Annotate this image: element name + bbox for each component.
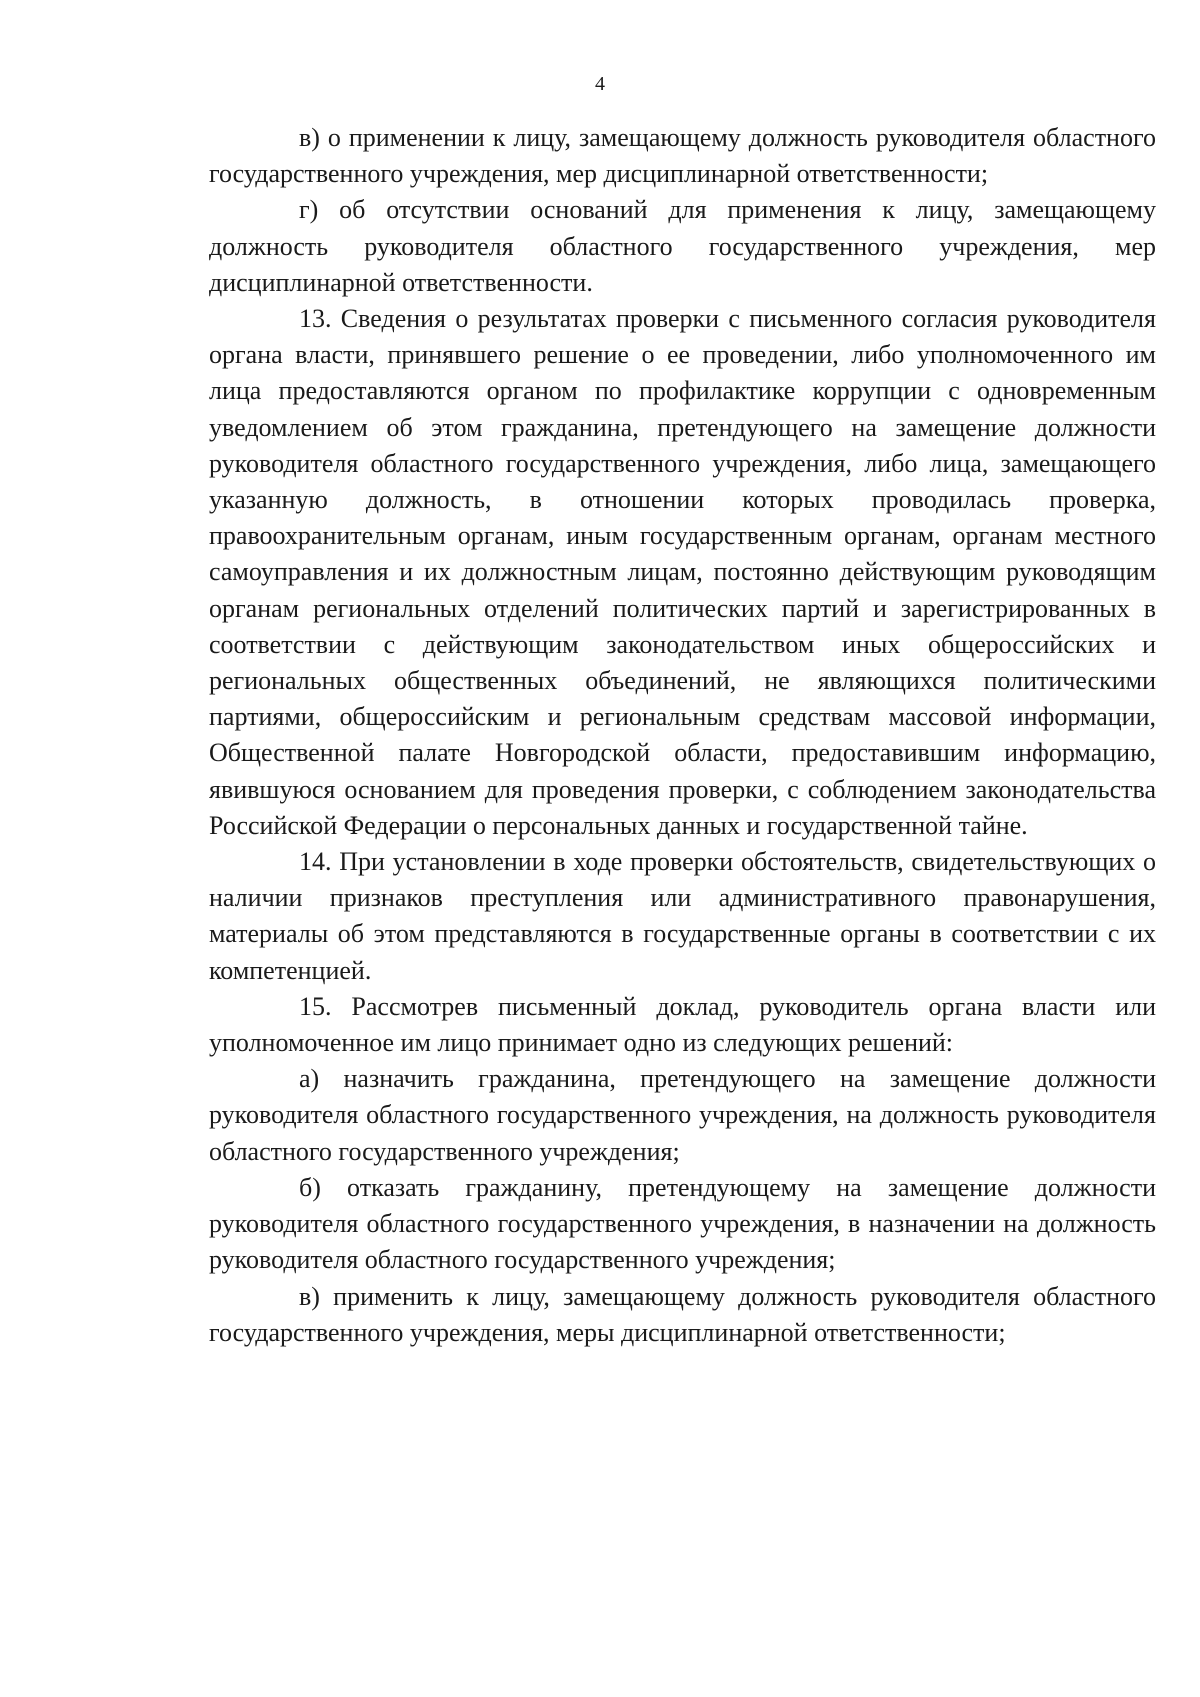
paragraph-15-decisions: 15. Рассмотрев письменный доклад, руководитель органа власти или уполномоченное им лицо принимает одно из следующих решений: xyxy=(209,991,1156,1058)
paragraph-v-disciplinary-measures: в) о применении к лицу, замещающему должность руководителя областного государственного учреждения, мер дисциплинарной ответственности; xyxy=(209,123,1156,189)
paragraph-v-apply-measures: в) применить к лицу, замещающему должность руководителя областного государственного учреждения, меры дисциплинарной ответственности; xyxy=(209,1281,1156,1347)
paragraph-13-results-disclosure: 13. Сведения о результатах проверки с письменного согласия руководителя органа власти, принявшего решение о ее проведении, либо уполномоченного им лица предоставляются органом по профилактике коррупции с одновременным уведомлением об этом гражданина, претендующего на замещение должности руководителя областного государственного учреждения, либо лица, замещающего указанную должность, в отношении которых проводилась проверка, правоохранительным органам, иным государственным органам, органам местного самоуправления и их должностным лицам, постоянно действующим руководящим органам региональных отделений политических партий и зарегистрированных в соответствии с действующим законодательством иных общероссийских и региональных общественных объединений, не являющихся политическими партиями, общероссийским и региональным средствам массовой информации, Общественной палате Новгородской области, предоставившим информацию, явившуюся основанием для проведения проверки, с соблюдением законодательства Российской Федерации о персональных данных и государственной тайне. xyxy=(209,304,1156,840)
paragraph-14-offense-materials: 14. При установлении в ходе проверки обстоятельств, свидетельствующих о наличии признаков преступления или административного правонарушения, материалы об этом представляются в государственные органы в соответствии с их компетенцией. xyxy=(209,847,1156,985)
paragraph-a-appoint: а) назначить гражданина, претендующего на замещение должности руководителя областного государственного учреждения, на должность руководителя областного государственного учреждения; xyxy=(209,1064,1156,1166)
paragraph-b-refuse: б) отказать гражданину, претендующему на замещение должности руководителя областного государственного учреждения, в назначении на должность руководителя областного государственного учреждения; xyxy=(209,1172,1156,1275)
page-number: 4 xyxy=(595,73,605,95)
paragraph-g-no-grounds: г) об отсутствии оснований для применения к лицу, замещающему должность руководителя областного государственного учреждения, мер дисциплинарной ответственности. xyxy=(209,195,1156,297)
document-body xyxy=(209,120,1156,1351)
